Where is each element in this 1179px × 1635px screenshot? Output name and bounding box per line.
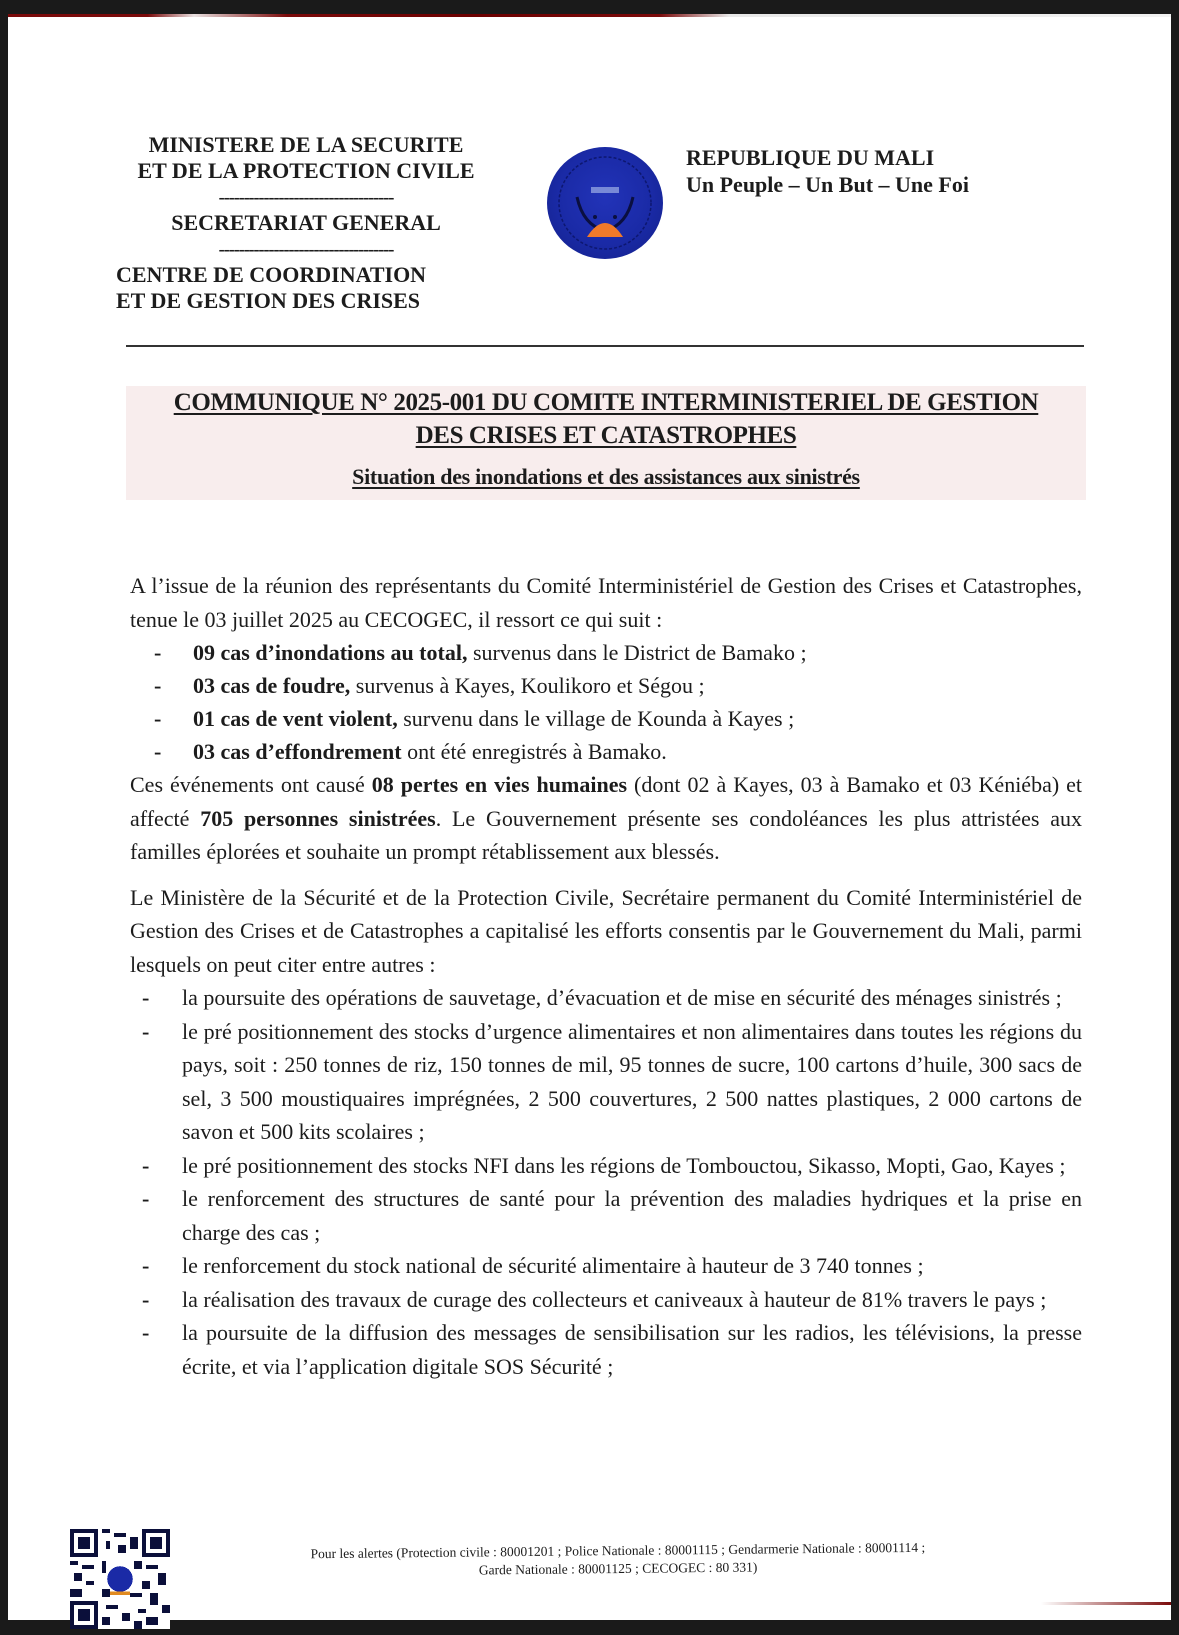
impact-paragraph bbox=[130, 768, 1082, 869]
alerts-line-2: Garde Nationale : 80001125 ; CECOGEC : 80 331) bbox=[478, 1559, 758, 1578]
event-item bbox=[130, 669, 1082, 702]
intro-paragraph: A l’issue de la réunion des représentants du Comité Interministériel de Gestion des Crises et Catastrophes, tenue le 03 juillet 2025 au CECOGEC, il ressort ce qui suit : bbox=[130, 573, 1082, 632]
ministry-header bbox=[116, 132, 496, 314]
alerts-line-1: Pour les alertes (Protection civile : 80001201 ; Police Nationale : 80001115 ; Gendarmerie Nationale : 80001114 ; bbox=[310, 1539, 926, 1562]
header-separator-2: ----------------------------------- bbox=[218, 239, 394, 259]
centre-line-1: CENTRE DE COORDINATION bbox=[116, 262, 427, 287]
event-count: 01 cas de vent violent, bbox=[193, 706, 398, 731]
bottom-red-rule bbox=[1041, 1602, 1171, 1605]
event-detail: ont été enregistrés à Bamako. bbox=[401, 739, 667, 764]
events-list bbox=[130, 636, 1082, 768]
effort-item: - le pré positionnement des stocks d’urgence alimentaires et non alimentaires dans toutes les régions du pays, soit : 250 tonnes de riz, 150 tonnes de mil, 95 tonnes de sucre, 100 cartons d’huile, 300 sacs de sel, 3 500 moustiquaires imprégnées, 2 500 couvertures, 2 500 nattes plastiques, 2 000 cartons de savon et 500 kits scolaires ; bbox=[130, 1015, 1082, 1149]
header-divider bbox=[126, 345, 1084, 347]
title-line-2: DES CRISES ET CATASTROPHES bbox=[415, 422, 797, 449]
header-separator: ----------------------------------- bbox=[218, 187, 394, 207]
event-detail: survenus dans le District de Bamako ; bbox=[467, 640, 807, 665]
country-name: REPUBLIQUE DU MALI bbox=[686, 145, 935, 170]
event-count: 09 cas d’inondations au total, bbox=[193, 640, 468, 665]
effort-item: - le renforcement du stock national de sécurité alimentaire à hauteur de 3 740 tonnes ; bbox=[130, 1249, 1082, 1283]
qr-code-icon[interactable] bbox=[70, 1529, 170, 1629]
affected-count: 705 personnes sinistrées bbox=[200, 805, 436, 831]
impact-text: (dont 02 à Kayes, 03 à Bamako et 03 Kéniéba) et affecté bbox=[130, 772, 1083, 831]
event-item bbox=[130, 735, 1082, 768]
deaths-count: 08 pertes en vies humaines bbox=[371, 772, 628, 797]
communique-body bbox=[130, 569, 1082, 1383]
top-red-rule bbox=[8, 14, 1171, 17]
effort-item: - le renforcement des structures de santé pour la prévention des maladies hydriques et la prise en charge des cas ; bbox=[130, 1182, 1082, 1249]
title-line-1: COMMUNIQUE N° 2025-001 DU COMITE INTERMINISTERIEL DE GESTION bbox=[173, 389, 1039, 416]
impact-text: Ces événements ont causé bbox=[130, 772, 372, 797]
event-detail: survenus à Kayes, Koulikoro et Ségou ; bbox=[350, 673, 705, 698]
event-item bbox=[130, 702, 1082, 735]
emblem-seal-icon bbox=[547, 147, 663, 259]
event-detail: survenu dans le village de Kounda à Kayes ; bbox=[397, 706, 795, 731]
effort-item: - la poursuite de la diffusion des messages de sensibilisation sur les radios, les télévisions, la presse écrite, et via l’application digitale SOS Sécurité ; bbox=[130, 1316, 1082, 1383]
event-item bbox=[130, 636, 1082, 669]
document-page bbox=[8, 14, 1171, 1620]
communique-title bbox=[126, 386, 1086, 452]
effort-item: - le pré positionnement des stocks NFI dans les régions de Tombouctou, Sikasso, Mopti, Gao, Kayes ; bbox=[130, 1149, 1082, 1183]
effort-item: - la réalisation des travaux de curage des collecteurs et caniveaux à hauteur de 81% travers le pays ; bbox=[130, 1283, 1082, 1317]
efforts-list bbox=[130, 981, 1082, 1383]
republic-header bbox=[686, 144, 969, 198]
secretariat-label: SECRETARIAT GENERAL bbox=[171, 210, 441, 235]
emergency-contacts bbox=[238, 1538, 998, 1582]
impact-text: . Le Gouvernement présente ses condoléances les plus attristées aux familles éplorées et souhaite un prompt rétablissement aux blessés. bbox=[130, 805, 1082, 864]
centre-line-2: ET DE GESTION DES CRISES bbox=[116, 288, 421, 313]
communique-title-band bbox=[126, 386, 1086, 500]
national-motto: Un Peuple – Un But – Une Foi bbox=[686, 172, 969, 197]
efforts-intro: Le Ministère de la Sécurité et de la Protection Civile, Secrétaire permanent du Comité Interministériel de Gestion des Crises et de Catastrophes a capitalisé les efforts consentis par le Gouvernement du Mali, parmi lesquels on peut citer entre autres : bbox=[130, 884, 1082, 977]
event-count: 03 cas d’effondrement bbox=[193, 739, 402, 764]
ministry-line-1: MINISTERE DE LA SECURITE bbox=[148, 132, 464, 157]
communique-subtitle: Situation des inondations et des assistances aux sinistrés bbox=[352, 464, 860, 489]
ministry-line-2: ET DE LA PROTECTION CIVILE bbox=[137, 158, 475, 183]
event-count: 03 cas de foudre, bbox=[193, 673, 351, 698]
effort-item: - la poursuite des opérations de sauvetage, d’évacuation et de mise en sécurité des ménages sinistrés ; bbox=[130, 981, 1082, 1015]
